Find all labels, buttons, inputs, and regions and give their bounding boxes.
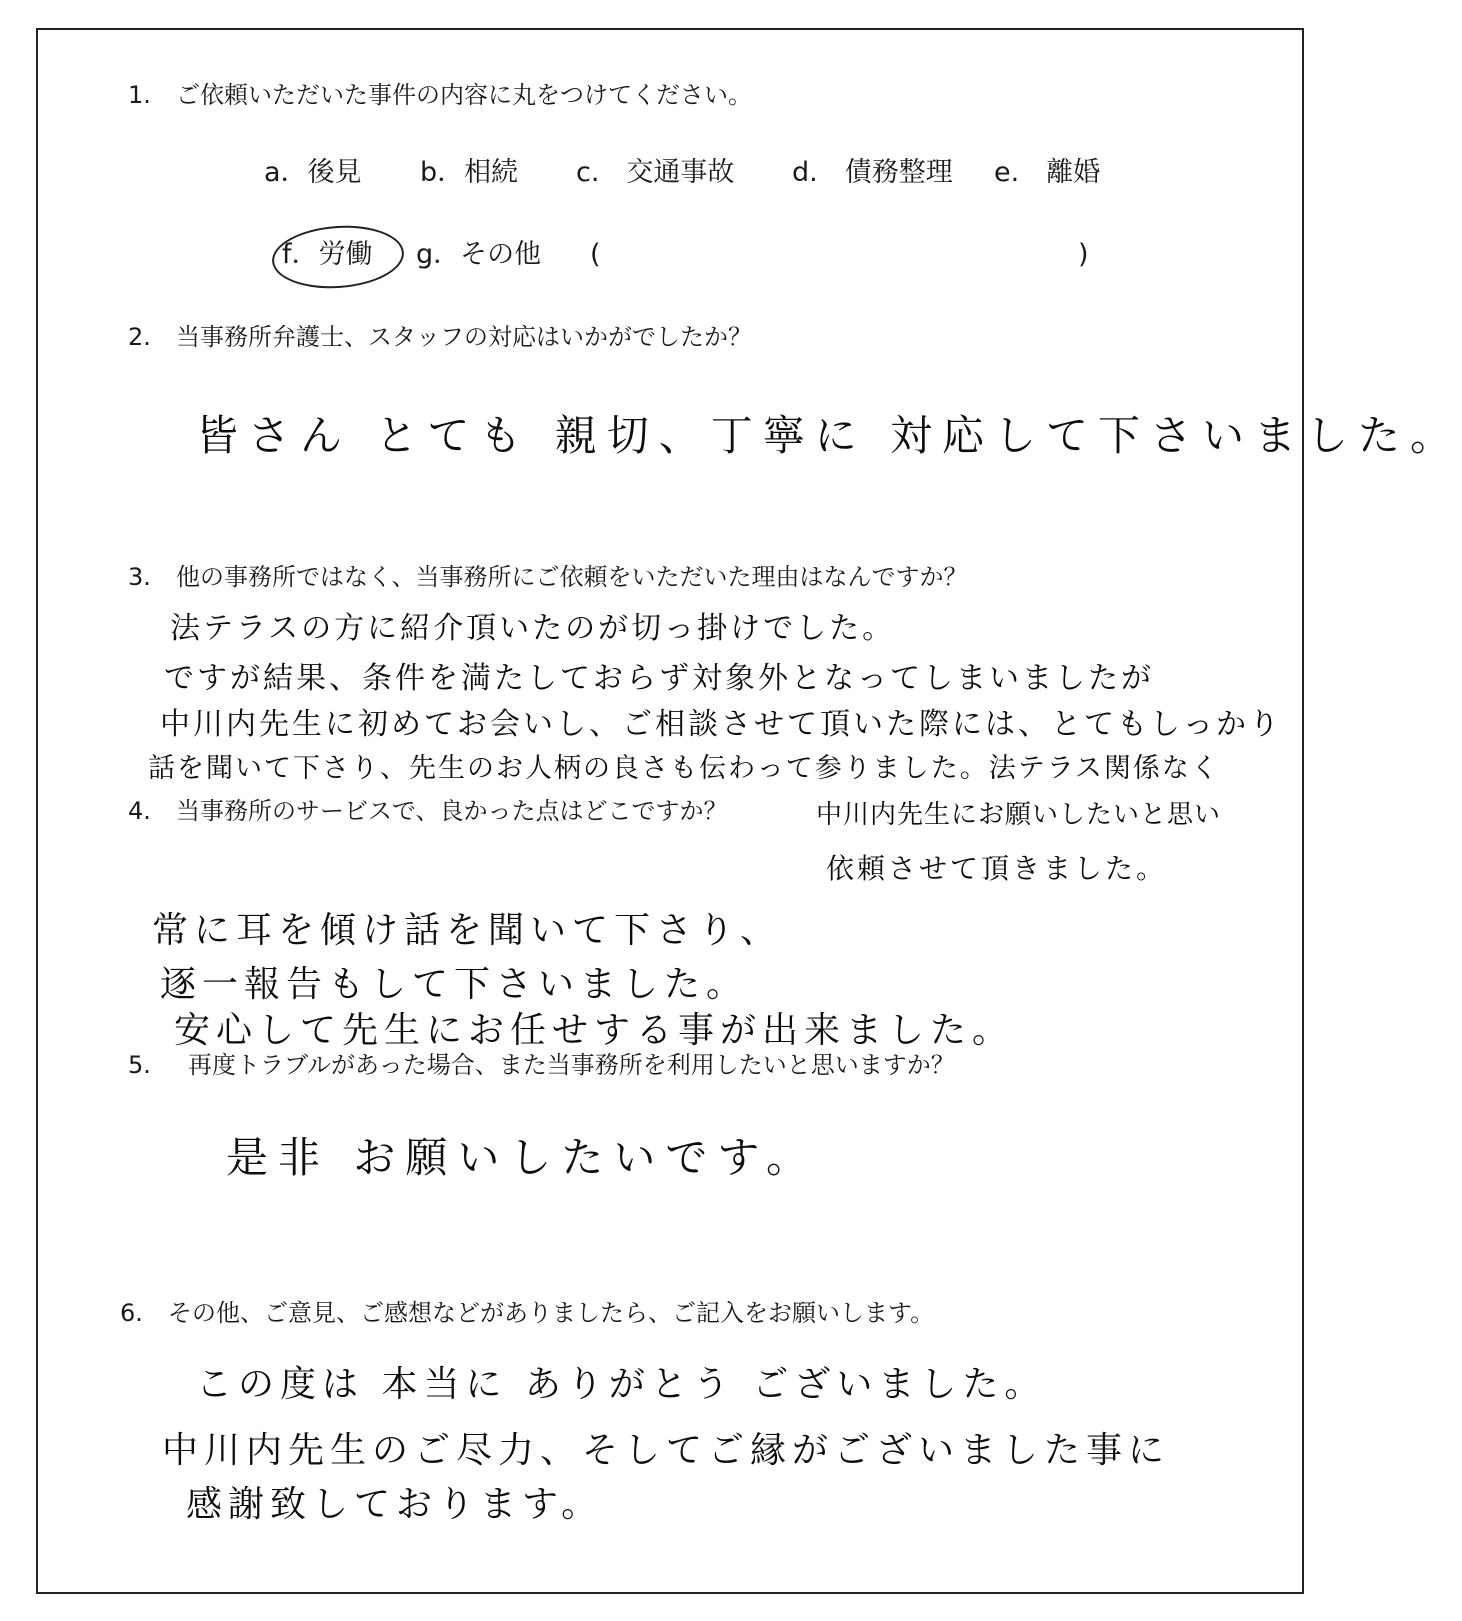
option-g: g．その他	[416, 239, 542, 270]
question-number: 6.	[120, 1299, 143, 1327]
answer-5-line: 是非 お願いしたいです。	[226, 1133, 818, 1182]
question-text: その他、ご意見、ご感想などがありましたら、ご記入をお願いします。	[168, 1299, 935, 1327]
question-text: 他の事務所ではなく、当事務所にご依頼をいただいた理由はなんですか？	[176, 563, 968, 591]
question-3	[128, 562, 968, 592]
answer-3-line: 法テラスの方に紹介頂いたのが切っ掛けでした。	[170, 611, 896, 646]
answer-6-line: この度は 本当に ありがとう ございました。	[196, 1364, 1047, 1405]
answer-6-line: 感謝致しております。	[186, 1484, 604, 1525]
question-text: ご依頼いただいた事件の内容に丸をつけてください。	[176, 81, 752, 109]
answer-3-line: 中川内先生にお願いしたいと思い	[816, 800, 1222, 830]
answer-3-line: ですが結果、条件を満たしておらず対象外となってしまいましたが	[164, 661, 1154, 696]
question-number: 4.	[128, 797, 151, 825]
option-d: d. 債務整理	[792, 157, 953, 188]
question-text: 当事務所弁護士、スタッフの対応はいかがでしたか？	[176, 323, 752, 351]
question-number: 3.	[128, 563, 151, 591]
answer-4-line: 常に耳を傾け話を聞いて下さり、	[152, 910, 783, 951]
question-4	[128, 796, 728, 826]
answer-6-line: 中川内先生のご尽力、そしてご縁がございました事に	[162, 1430, 1171, 1471]
option-e: e. 離婚	[994, 157, 1101, 188]
option-g-paren-open: (	[590, 239, 601, 270]
option-b: b．相続	[420, 157, 519, 188]
question-1	[128, 80, 752, 110]
question-text: 再度トラブルがあった場合、また当事務所を利用したいと思いますか？	[188, 1051, 955, 1079]
question-number: 1.	[128, 81, 151, 109]
answer-3-line: 話を聞いて下さり、先生のお人柄の良さも伝わって参りました。法テラス関係なく	[148, 753, 1220, 784]
answer-4-line: 安心して先生にお任せする事が出来ました。	[174, 1010, 1015, 1051]
answer-3-line: 中川内先生に初めてお会いし、ご相談させて頂いた際には、とてもしっかり	[160, 707, 1282, 742]
question-text: 当事務所のサービスで、良かった点はどこですか？	[176, 797, 728, 825]
question-2	[128, 322, 752, 352]
option-f: f．労働	[282, 239, 373, 270]
question-5	[128, 1050, 955, 1080]
answer-2-line: 皆さん とても 親切、丁寧に 対応して下さいました。	[196, 411, 1462, 460]
option-a: a．後見	[264, 157, 362, 188]
question-number: 2.	[128, 323, 151, 351]
question-6	[120, 1298, 934, 1328]
option-g-paren-close: )	[1078, 239, 1089, 270]
answer-3-line: 依頼させて頂きました。	[826, 852, 1168, 885]
answer-4-line: 逐一報告もして下さいました。	[160, 964, 749, 1005]
question-number: 5.	[128, 1051, 151, 1079]
option-c: c. 交通事故	[576, 157, 735, 188]
